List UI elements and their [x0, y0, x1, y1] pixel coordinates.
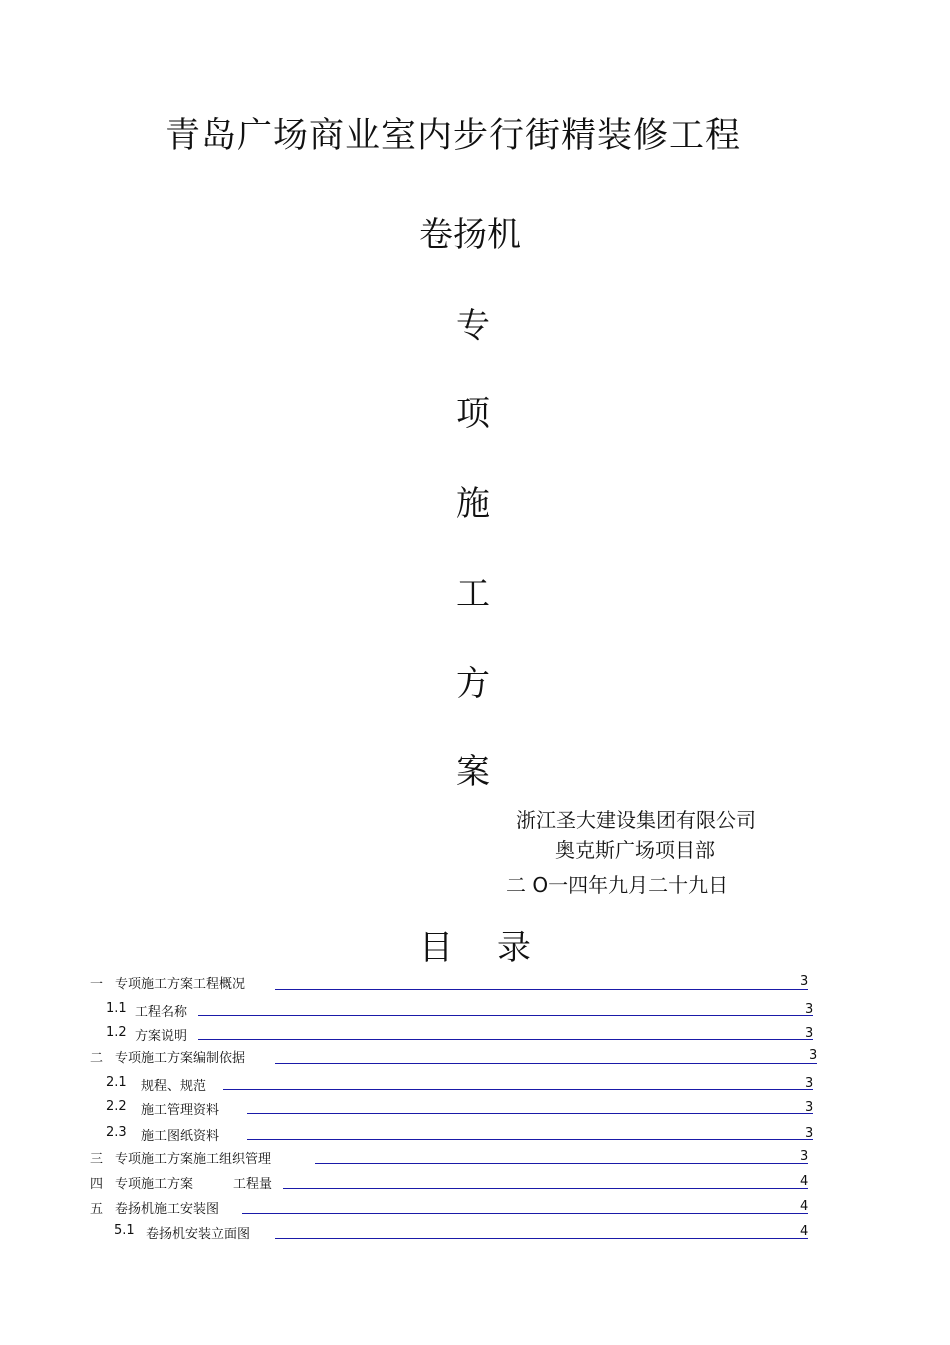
- toc-title: 目录: [419, 928, 575, 968]
- vertical-char-6: 案: [456, 752, 490, 792]
- toc-entry-number: 三: [90, 1152, 104, 1167]
- vertical-char-1: 专: [456, 306, 490, 346]
- vertical-char-4: 工: [456, 574, 490, 614]
- toc-entry-label[interactable]: 规程、规范: [141, 1079, 207, 1094]
- toc-entry-label[interactable]: 专项施工方案工程概况: [115, 977, 246, 992]
- project-department: 奥克斯广场项目部: [555, 838, 715, 862]
- toc-entry-number: 2.1: [106, 1075, 127, 1090]
- toc-entry-number: 2.2: [106, 1099, 127, 1114]
- toc-entry-page[interactable]: 3: [805, 1076, 814, 1091]
- toc-leader-line: [315, 1163, 808, 1164]
- toc-entry-page[interactable]: 3: [805, 1100, 814, 1115]
- toc-entry-number: 2.3: [106, 1125, 127, 1140]
- company-name: 浙江圣大建设集团有限公司: [516, 808, 756, 832]
- toc-entry-number: 二: [90, 1051, 104, 1066]
- toc-leader-line: [283, 1188, 808, 1189]
- toc-entry-number: 五: [90, 1202, 104, 1217]
- toc-entry-number: 1.2: [106, 1025, 127, 1040]
- vertical-char-5: 方: [456, 664, 490, 704]
- toc-leader-line: [198, 1039, 813, 1040]
- document-subtitle: 卷扬机: [419, 215, 521, 255]
- toc-entry-number: 四: [90, 1177, 104, 1192]
- toc-leader-line: [242, 1213, 808, 1214]
- toc-entry-page[interactable]: 3: [809, 1048, 818, 1063]
- toc-entry-number: 一: [90, 977, 104, 992]
- toc-entry-label[interactable]: 专项施工方案编制依据: [115, 1051, 246, 1066]
- toc-leader-line: [247, 1139, 813, 1140]
- toc-entry-label[interactable]: 方案说明: [135, 1029, 188, 1044]
- vertical-char-3: 施: [456, 484, 490, 524]
- document-date: 二 O一四年九月二十九日: [506, 873, 729, 897]
- document-title: 青岛广场商业室内步行街精装修工程: [164, 116, 741, 156]
- toc-entry-page[interactable]: 3: [805, 1126, 814, 1141]
- toc-leader-line: [198, 1015, 813, 1016]
- toc-entry-page[interactable]: 3: [800, 974, 809, 989]
- toc-entry-page[interactable]: 3: [805, 1002, 814, 1017]
- toc-entry-label-suffix[interactable]: 工程量: [233, 1177, 273, 1192]
- toc-entry-label[interactable]: 专项施工方案: [115, 1177, 194, 1192]
- toc-entry-page[interactable]: 3: [805, 1026, 814, 1041]
- toc-entry-page[interactable]: 3: [800, 1149, 809, 1164]
- toc-entry-page[interactable]: 4: [800, 1174, 809, 1189]
- toc-entry-number: 5.1: [114, 1223, 135, 1238]
- toc-entry-label[interactable]: 工程名称: [135, 1005, 188, 1020]
- toc-entry-page[interactable]: 4: [800, 1224, 809, 1239]
- toc-entry-label[interactable]: 施工图纸资料: [141, 1129, 220, 1144]
- toc-leader-line: [275, 989, 808, 990]
- toc-leader-line: [247, 1113, 813, 1114]
- toc-entry-label[interactable]: 专项施工方案施工组织管理: [115, 1152, 272, 1167]
- toc-entry-label[interactable]: 卷扬机施工安装图: [115, 1202, 220, 1217]
- toc-leader-line: [275, 1063, 817, 1064]
- toc-leader-line: [275, 1238, 808, 1239]
- toc-entry-number: 1.1: [106, 1001, 127, 1016]
- toc-entry-label[interactable]: 卷扬机安装立面图: [146, 1227, 251, 1242]
- toc-entry-page[interactable]: 4: [800, 1199, 809, 1214]
- vertical-char-2: 项: [456, 394, 490, 434]
- toc-entry-label[interactable]: 施工管理资料: [141, 1103, 220, 1118]
- toc-leader-line: [223, 1089, 813, 1090]
